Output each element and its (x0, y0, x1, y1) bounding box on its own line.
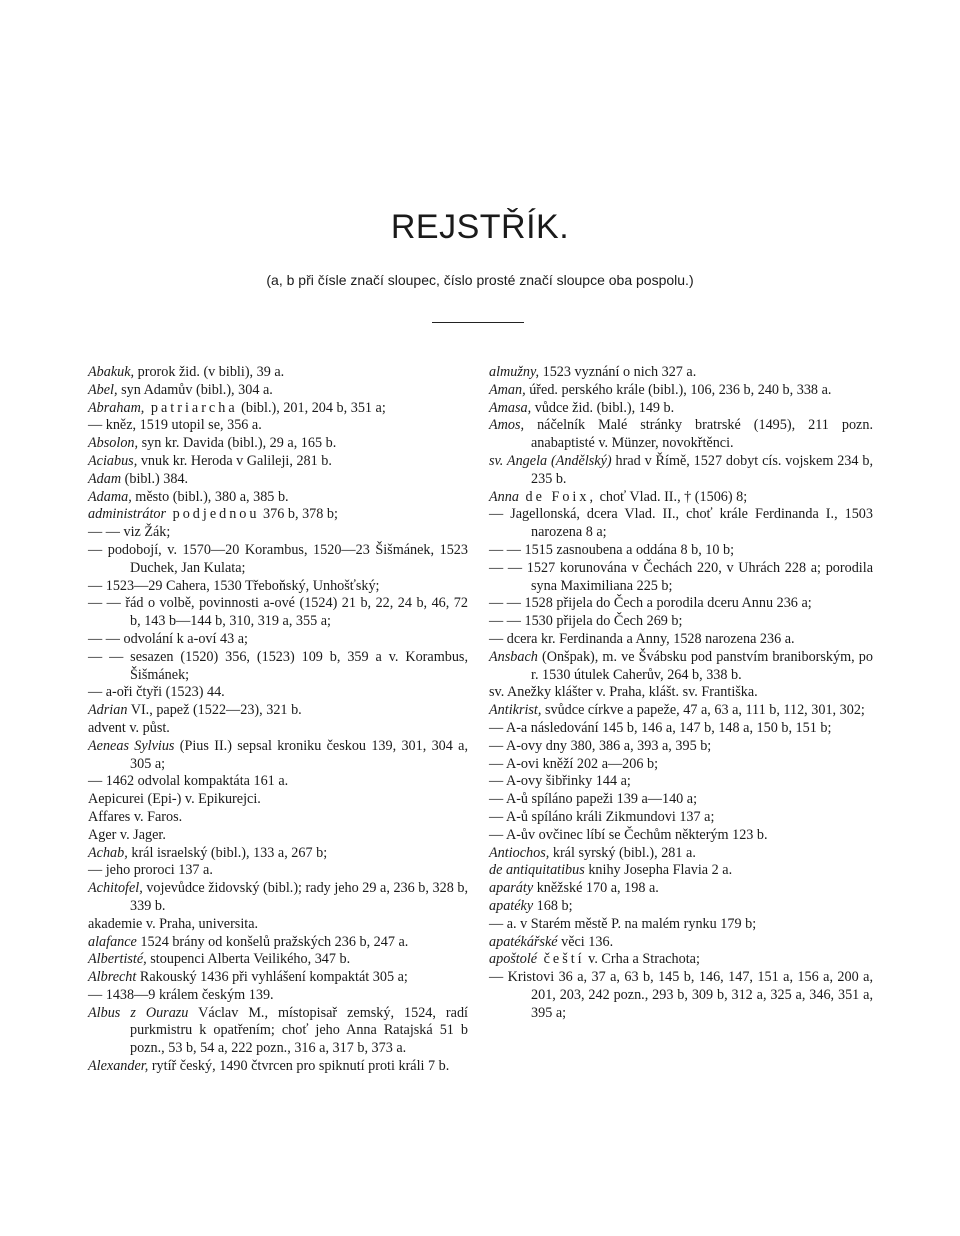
index-entry (88, 489, 468, 507)
entry-text: VI., papež (1522—23), 321 b. (127, 702, 302, 719)
entry-headword: alafance (88, 933, 137, 950)
entry-text: (bibl.), 201, 204 b, 351 a; (237, 399, 386, 416)
index-entry (489, 595, 873, 613)
index-entry (489, 934, 873, 952)
entry-text: — — odvolání k a-oví 43 a; (88, 630, 248, 647)
entry-text: syn Adamův (bibl.), 304 a. (117, 381, 273, 398)
index-entry (489, 951, 873, 969)
index-entry (88, 1058, 468, 1076)
index-entry (88, 702, 468, 720)
index-entry (88, 453, 468, 471)
entry-spaced-term: patriarcha (144, 399, 238, 416)
entry-text: vůdce žid. (bibl.), 149 b. (531, 399, 675, 416)
entry-text: — A-ovi kněží 202 a—206 b; (489, 755, 659, 772)
entry-text: náčelník Malé stránky bratrské (1495), 211 pozn. anabaptisté v. Münzer, novokřtěnci. (524, 417, 873, 452)
entry-text: — — sesazen (1520) 356, (1523) 109 b, 359 a v. Korambus, Šišmánek; (88, 648, 468, 683)
entry-text: — A-ův ovčinec líbí se Čechům některým 123 b. (489, 826, 768, 843)
entry-text: Aepicurei (Epi-) v. Epikurejci. (88, 791, 261, 808)
entry-headword: Amasa, (489, 399, 532, 416)
entry-text: — a. v Starém městě P. na malém rynku 179 b; (489, 915, 757, 932)
entry-text: 376 b, 378 b; (259, 506, 338, 523)
entry-headword: Adam (88, 470, 122, 487)
entry-text: vojevůdce židovský (bibl.); rady jeho 29 a, 236 b, 328 b, 339 b. (130, 880, 468, 914)
entry-text: 168 b; (533, 897, 573, 914)
entry-text: Rakouský 1436 při vyhlášení kompaktát 305 a; (136, 969, 408, 986)
entry-text: — — 1527 korunována v Čechách 220, v Uhrách 228 a; porodila syna Maximiliana 225 b; (489, 559, 873, 594)
index-entry (489, 560, 873, 596)
entry-text: akademie v. Praha, universita. (88, 915, 259, 932)
index-entry (88, 880, 468, 916)
index-entry (88, 631, 468, 649)
entry-text: — dcera kr. Ferdinanda a Anny, 1528 narozena 236 a. (489, 630, 795, 647)
entry-text: prorok žid. (v bibli), 39 a. (134, 364, 285, 380)
entry-text: — A-ovy šibřinky 144 a; (489, 773, 631, 790)
entry-text: — — 1528 přijela do Čech a porodila dceru Annu 236 a; (489, 595, 812, 612)
index-entry (88, 934, 468, 952)
entry-headword: administrátor (88, 506, 167, 523)
index-entry (489, 738, 873, 756)
index-entry (489, 631, 873, 649)
index-entry (88, 364, 468, 382)
entry-spaced-term: de Foix, (518, 488, 597, 505)
entry-text: král syrský (bibl.), 281 a. (549, 844, 696, 861)
entry-headword: aparáty (489, 880, 534, 897)
entry-text: věci 136. (557, 933, 614, 950)
index-entry (489, 489, 873, 507)
entry-text: úřed. perského krále (bibl.), 106, 236 b, 240 b, 338 a. (525, 381, 832, 398)
entry-headword: Achab, (88, 844, 128, 861)
index-entry (88, 417, 468, 435)
entry-text: advent v. půst. (88, 719, 170, 736)
entry-text: král israelský (bibl.), 133 a, 267 b; (127, 844, 328, 861)
entry-text: 1524 brány od konšelů pražských 236 b, 247 a. (136, 933, 409, 950)
entry-headword: Antiochos, (489, 844, 550, 861)
index-entry (88, 382, 468, 400)
entry-headword: apoštolé (489, 951, 538, 968)
entry-text: knihy Josepha Flavia 2 a. (584, 862, 733, 879)
entry-text: (bibl.) 384. (121, 470, 189, 487)
index-entry (88, 400, 468, 418)
index-entry (88, 1005, 468, 1058)
entry-text: — 1523—29 Cahera, 1530 Třeboňský, Unhošťský; (88, 577, 380, 594)
index-entry (88, 916, 468, 934)
entry-headword: apatéky (489, 897, 534, 914)
index-entry (489, 613, 873, 631)
entry-text: sv. Anežky klášter v. Praha, klášt. sv. Františka. (489, 684, 758, 701)
index-entry (489, 400, 873, 418)
entry-text: svůdce církve a papeže, 47 a, 63 a, 111 b, 112, 301, 302; (541, 702, 865, 719)
entry-headword: Aciabus, (88, 452, 138, 469)
index-entry (489, 773, 873, 791)
entry-headword: Ansbach (489, 648, 538, 665)
entry-text: (Onšpak), m. ve Švábsku pod panstvím braniborským, po r. 1530 útulek Caherův, 264 b, 338 b. (531, 648, 873, 683)
entry-text: — 1462 odvolal kompaktáta 161 a. (88, 773, 289, 790)
entry-text: — jeho proroci 137 a. (88, 862, 213, 879)
index-entry (489, 453, 873, 489)
entry-text: — a-oři čtyři (1523) 44. (88, 684, 225, 701)
entry-text: — A-a následování 145 b, 146 a, 147 b, 148 a, 150 b, 151 b; (489, 719, 832, 736)
index-entry (489, 969, 873, 1022)
entry-text: — A-ů spíláno králi Zikmundovi 137 a; (489, 808, 715, 825)
index-entry (88, 951, 468, 969)
index-entry (88, 578, 468, 596)
entry-spaced-term: čeští (537, 951, 585, 968)
entry-headword: Absolon, (88, 435, 139, 452)
entry-text: — A-ovy dny 380, 386 a, 393 a, 395 b; (489, 737, 712, 754)
entry-text: hrad v Římě, 1527 dobyt cís. vojskem 234 b, 235 b. (531, 452, 873, 487)
entry-headword: Achitofel, (88, 880, 143, 897)
entry-text: — kněz, 1519 utopil se, 356 a. (88, 417, 262, 434)
index-entry (88, 862, 468, 880)
entry-headword: apatékářské (489, 933, 558, 950)
index-entry (88, 969, 468, 987)
right-column (489, 364, 873, 1022)
entry-headword: Abraham, (88, 399, 145, 416)
entry-text: — 1438—9 králem českým 139. (88, 986, 274, 1003)
entry-headword: Albus z Ourazu (88, 1004, 189, 1021)
index-entry (489, 916, 873, 934)
entry-text: město (bibl.), 380 a, 385 b. (131, 488, 289, 505)
index-entry (489, 382, 873, 400)
entry-text: Václav M., místopisař zemský, 1524, radí purkmistru k opatřením; choť jeho Anna Ratajská 51 b pozn., 53 b, 54 a, 222 pozn., 316 a, 317 b, 373 a. (130, 1004, 468, 1057)
entry-text: — — 1530 přijela do Čech 269 b; (489, 613, 683, 630)
entry-headword: Abel, (88, 381, 118, 398)
entry-headword: Amos, (489, 417, 525, 434)
index-entry (88, 506, 468, 524)
index-entry (489, 720, 873, 738)
index-entry (489, 809, 873, 827)
entry-headword: Abakuk, (88, 364, 135, 380)
entry-headword: de antiquitatibus (489, 862, 585, 879)
index-entry (88, 542, 468, 578)
entry-text: rytíř český, 1490 čtvrcen pro spiknutí proti králi 7 b. (148, 1058, 450, 1075)
index-entry (489, 684, 873, 702)
entry-text: Affares v. Faros. (88, 808, 183, 825)
entry-headword: Adrian (88, 702, 128, 719)
index-entry (489, 862, 873, 880)
entry-headword: Albrecht (88, 969, 137, 986)
index-entry (88, 524, 468, 542)
entry-text: (Pius II.) sepsal kroniku českou 139, 301, 304 a, 305 a; (130, 737, 468, 772)
left-column (88, 364, 468, 1076)
index-entry (489, 756, 873, 774)
index-entry (88, 987, 468, 1005)
index-entry (88, 595, 468, 631)
index-entry (88, 684, 468, 702)
entry-headword: Anna (489, 488, 519, 505)
entry-text: — A-ů spíláno papeži 139 a—140 a; (489, 791, 698, 808)
entry-spaced-term: podjednou (166, 506, 260, 523)
entry-headword: Antikrist, (489, 702, 542, 719)
index-entry (489, 364, 873, 382)
index-entry (489, 845, 873, 863)
entry-text: Ager v. Jager. (88, 826, 166, 843)
entry-text: — — 1515 zasnoubena a oddána 8 b, 10 b; (489, 541, 735, 558)
entry-headword: sv. Angela (Andělský) (489, 452, 612, 469)
entry-text: 1523 vyznání o nich 327 a. (539, 364, 697, 380)
entry-text: — — viz Žák; (88, 524, 171, 541)
entry-headword: almužny, (489, 364, 540, 380)
index-entry (489, 791, 873, 809)
index-entry (88, 738, 468, 774)
entry-text: v. Crha a Strachota; (584, 951, 700, 968)
entry-text: — Jagellonská, dcera Vlad. II., choť krále Ferdinanda I., 1503 narozena 8 a; (489, 506, 873, 541)
page-title: REJSTŘÍK. (390, 208, 570, 246)
title-divider (432, 322, 524, 323)
index-entry (88, 827, 468, 845)
entry-text: — Kristovi 36 a, 37 a, 63 b, 145 b, 146, 147, 151 a, 156 a, 200 a, 201, 203, 242 pozn., 293 b, 309 b, 312 a, 325 a, 346, 351 a, 395 a; (489, 969, 873, 1021)
index-entry (88, 649, 468, 685)
page-subtitle: (a, b při čísle značí sloupec, číslo prosté značí sloupce oba pospolu.) (266, 272, 694, 288)
entry-text: kněžské 170 a, 198 a. (533, 880, 659, 897)
index-entry (489, 417, 873, 453)
index-entry (88, 791, 468, 809)
index-entry (489, 880, 873, 898)
index-entry (489, 898, 873, 916)
index-entry (88, 720, 468, 738)
entry-text: choť Vlad. II., † (1506) 8; (596, 488, 748, 505)
entry-text: — podobojí, v. 1570—20 Korambus, 1520—23 Šišmánek, 1523 Duchek, Jan Kulata; (88, 541, 468, 576)
entry-text: — — řád o volbě, povinnosti a-ové (1524) 21 b, 22, 24 b, 46, 72 b, 143 b—144 b, 310, 319 a, 355 a; (88, 595, 468, 630)
index-entry (88, 845, 468, 863)
entry-headword: Aeneas Sylvius (88, 737, 175, 754)
index-entry (489, 702, 873, 720)
entry-text: vnuk kr. Heroda v Galileji, 281 b. (137, 452, 332, 469)
index-entry (88, 435, 468, 453)
entry-headword: Adama, (88, 488, 132, 505)
entry-text: syn kr. Davida (bibl.), 29 a, 165 b. (138, 435, 337, 452)
index-entry (88, 809, 468, 827)
entry-text: stoupenci Alberta Veilikého, 347 b. (146, 951, 351, 968)
index-entry (88, 773, 468, 791)
index-entry (88, 471, 468, 489)
entry-headword: Aman, (489, 381, 526, 398)
index-entry (489, 827, 873, 845)
entry-headword: Alexander, (88, 1058, 149, 1075)
entry-headword: Albertisté, (88, 951, 147, 968)
index-entry (489, 506, 873, 542)
index-entry (489, 542, 873, 560)
index-entry (489, 649, 873, 685)
